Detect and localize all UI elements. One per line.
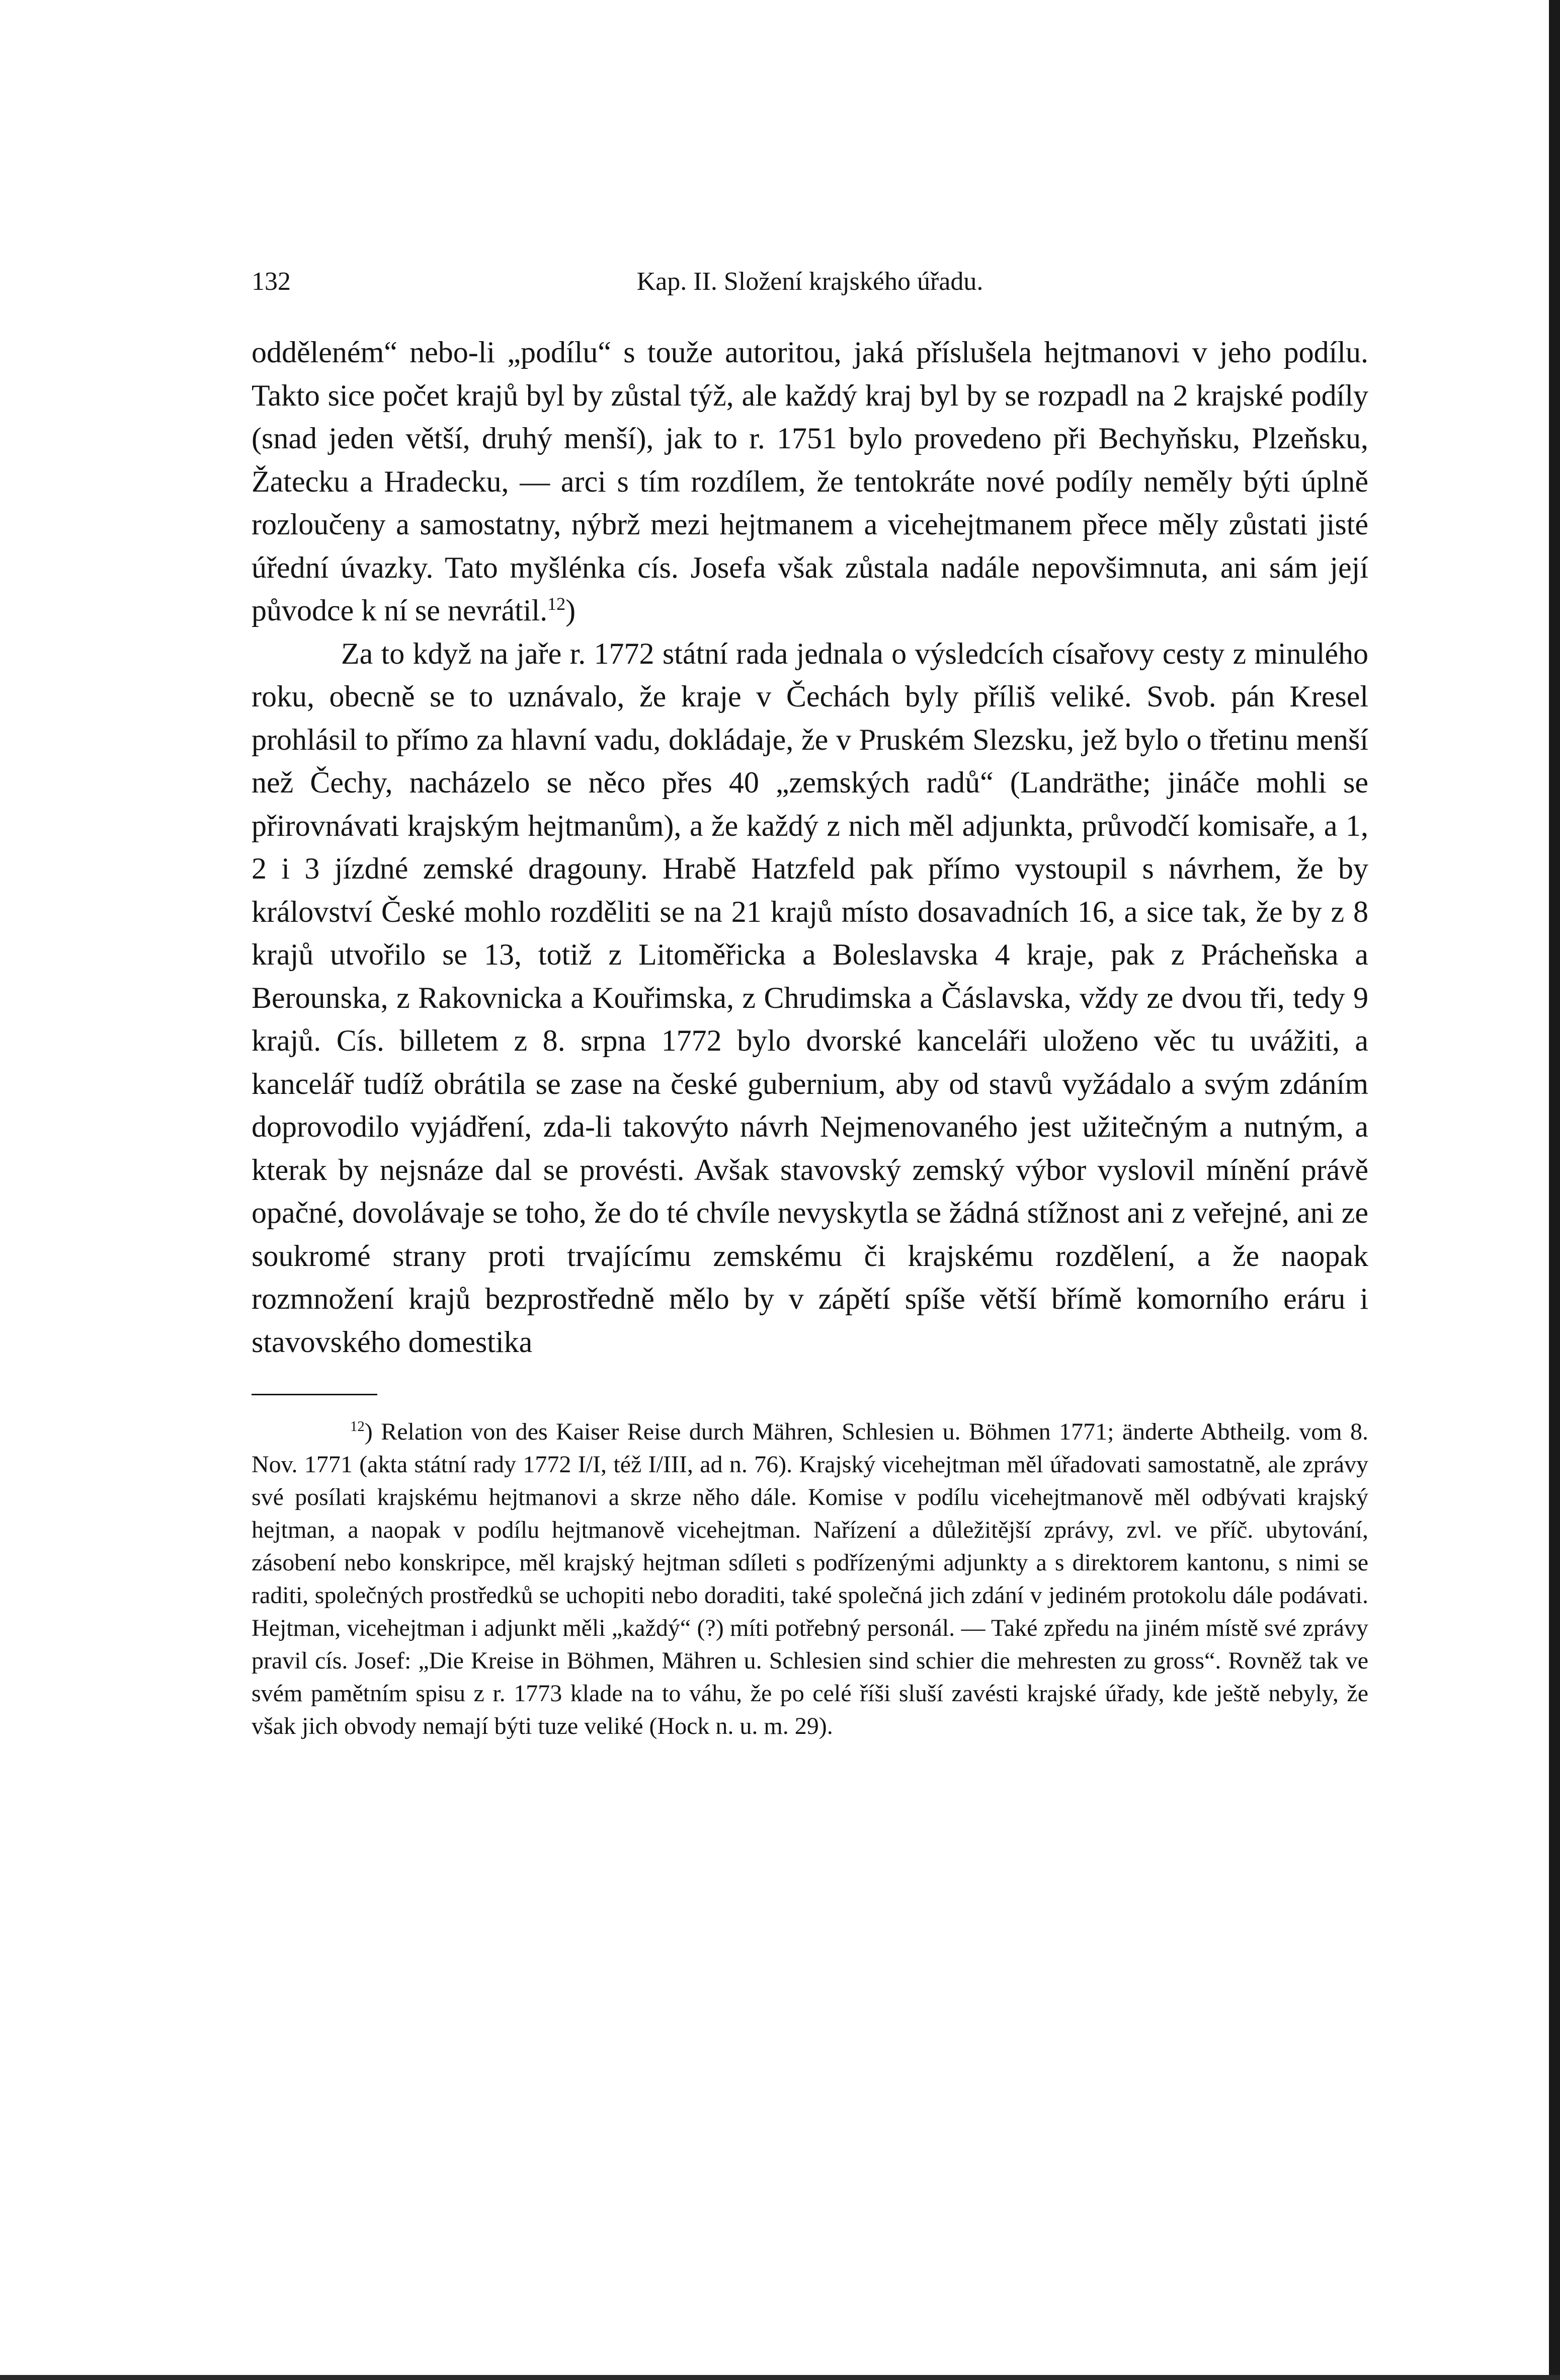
page-header — [252, 262, 1368, 302]
footnotes — [252, 1415, 1368, 1742]
paragraph-2-text: Za to když na jaře r. 1772 státní rada jednala o výsledcích císařovy cesty z minulého roku, obecně se to uznávalo, že kraje v Čechách byly příliš veliké. Svob. pán Kresel prohlásil to přímo za hlavní vadu, dokládaje, že v Pruském Slezsku, jež bylo o třetinu menší než Čechy, nacházelo se něco přes 40 „zemských radů“ (Landräthe; jináče mohli se přirovnávati krajským hejtmanům), a že každý z nich měl adjunkta, průvodčí komisaře, a 1, 2 i 3 jízdné zemské dragouny. Hrabě Hatzfeld pak přímo vystoupil s návrhem, že by království České mohlo rozděliti se na 21 krajů místo dosavadních 16, a sice tak, že by z 8 krajů utvořilo se 13, totiž z Litoměřicka a Boleslavska 4 kraje, pak z Prácheňska a Berounska, z Rakovnicka a Kouřimska, z Chrudimska a Čáslavska, vždy ze dvou tři, tedy 9 krajů. Cís. billetem z 8. srpna 1772 bylo dvorské kanceláři uloženo věc tu uvážiti, a kancelář tudíž obrátila se zase na české gubernium, aby od stavů vyžádalo a svým zdáním doprovodilo vyjádření, zda-li takovýto návrh Nejmenovaného jest užitečným a nutným, a kterak by nejsnáze dal se provésti. Avšak stavovský zemský výbor vyslovil mínění právě opačné, dovolávaje se toho, že do té chvíle nevyskytla se žádná stížnost ani z veřejné, ani ze soukromé strany proti trvajícímu zemskému či krajskému rozdělení, a že naopak rozmnožení krajů bezprostředně mělo by v zápětí spíše větší břímě komorního eráru i stavovského domestika — [252, 637, 1368, 1359]
footnote-reference: 12 — [547, 594, 566, 614]
running-head: Kap. II. Složení krajského úřadu. — [636, 267, 983, 296]
paragraph-2 — [252, 632, 1368, 1364]
footnote-text: Relation von des Kaiser Reise durch Mähren, Schlesien u. Böhmen 1771; änderte Abtheilg. vom 8. Nov. 1771 (akta státní rady 1772 I/I, též I/III, ad n. 76). Krajský vicehejtman měl úřadovati samostatně, ale zprávy své posílati krajskému hejtmanovi a skrze něho dále. Komise v podílu vicehejtmanově měl odbývati krajský hejtman, a naopak v podílu hejtmanově vicehejtman. Nařízení a důležitější zprávy, zvl. ve příč. ubytování, zásobení nebo konskripce, měl krajský hejtman sdíleti s podřízenými adjunkty a s direktorem kantonu, s nimi se raditi, společných prostředků se uchopiti nebo doraditi, také společná jich zdání v jediném protokolu dále podávati. Hejtman, vicehejtman i adjunkt měli „každý“ (?) míti potřebný personál. — Také zpředu na jiném místě své zprávy pravil cís. Josef: „Die Kreise in Böhmen, Mähren u. Schlesien sind schier die mehresten zu gross“. Rovněž tak ve svém pamětním spisu z r. 1773 klade na to váhu, že po celé říši sluší zavésti krajské úřady, kde ještě nebyly, že však jich obvody nemají býti tuze veliké (Hock n. u. m. 29). — [252, 1418, 1368, 1739]
footnote-reference-paren: ) — [565, 594, 576, 627]
scan-edge-bottom — [0, 2375, 1560, 2380]
page-number: 132 — [252, 267, 291, 296]
footnote-marker: 12 — [350, 1418, 365, 1435]
scan-edge-right — [1549, 0, 1560, 2380]
footnote-separator — [252, 1394, 377, 1395]
paragraph-1-text: odděleném“ nebo-li „podílu“ s touže autoritou, jaká příslušela hejtmanovi v jeho podílu. Takto sice počet krajů byl by zůstal týž, ale každý kraj byl by se rozpadl na 2 krajské podíly (snad jeden větší, druhý menší), jak to r. 1751 bylo provedeno při Bechyňsku, Plzeňsku, Žatecku a Hradecku, — arci s tím rozdílem, že tentokráte nové podíly neměly býti úplně rozloučeny a samostatny, nýbrž mezi hejtmanem a vicehejtmanem přece měly zůstati jisté úřední úvazky. Tato myšlénka cís. Josefa však zůstala nadále nepovšimnuta, ani sám její původce k ní se nevrátil. — [252, 336, 1368, 627]
footnote-12 — [252, 1415, 1368, 1742]
paragraph-1 — [252, 331, 1368, 632]
footnote-marker-paren: ) — [364, 1418, 373, 1445]
book-page — [252, 262, 1368, 1742]
body-text — [252, 331, 1368, 1364]
